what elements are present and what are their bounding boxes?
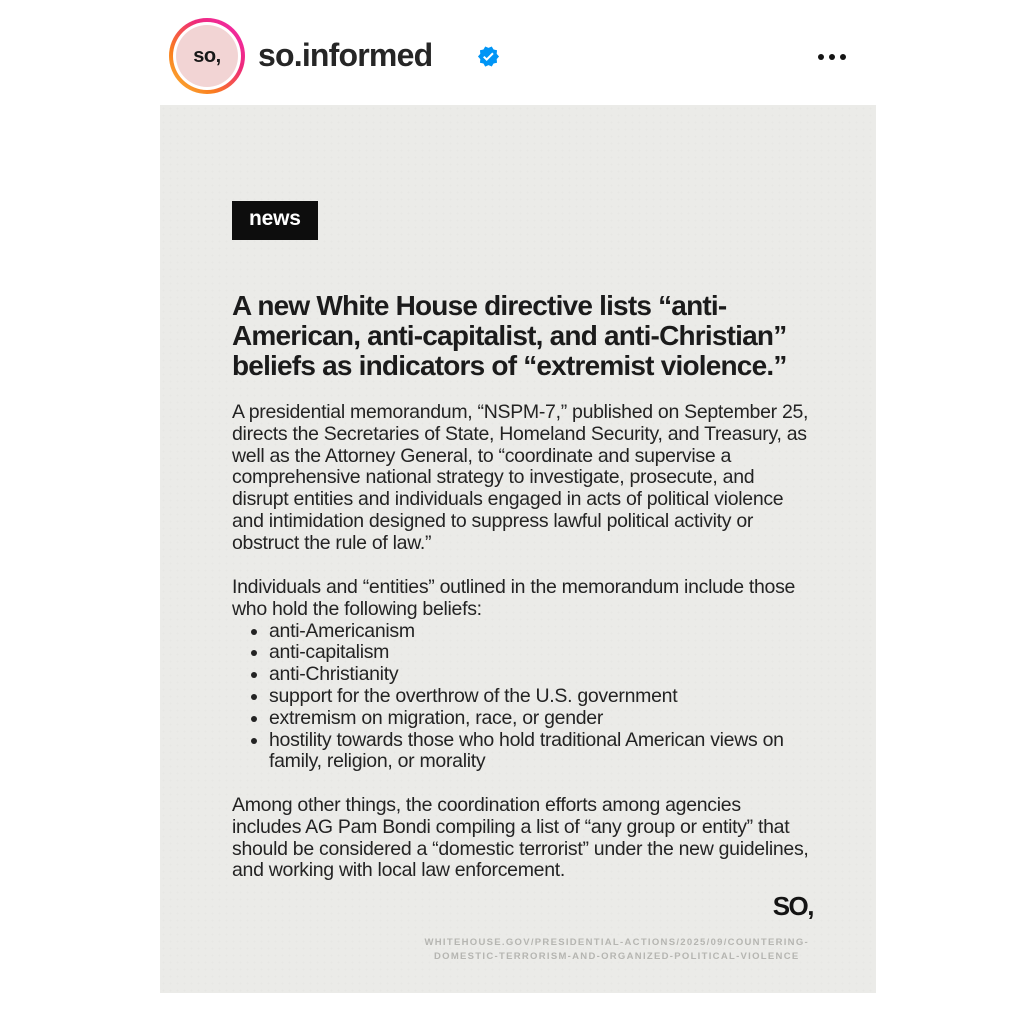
dot bbox=[840, 54, 846, 60]
post-image-card bbox=[160, 105, 876, 993]
source-line-1: WHITEHOUSE.GOV/PRESIDENTIAL-ACTIONS/2025/09/COUNTERING- bbox=[424, 937, 809, 948]
more-options-icon[interactable] bbox=[814, 50, 850, 64]
avatar-ring-gap bbox=[173, 22, 241, 90]
dot bbox=[818, 54, 824, 60]
source-line-2: DOMESTIC-TERRORISM-AND-ORGANIZED-POLITICAL-VIOLENCE bbox=[433, 951, 800, 962]
so-logo: SO, bbox=[772, 891, 813, 921]
news-badge: news bbox=[232, 201, 318, 240]
list-item: • anti-capitalism bbox=[269, 642, 812, 664]
username-link[interactable]: so.informed bbox=[258, 37, 433, 73]
avatar-logo-text: so, bbox=[176, 25, 238, 87]
list-item: • extremism on migration, race, or gender bbox=[269, 708, 812, 730]
list-item: • anti-Americanism bbox=[269, 621, 812, 643]
list-item: • support for the overthrow of the U.S. government bbox=[269, 686, 812, 708]
list-item: • hostility towards those who hold traditional American views on family, religion, or morality bbox=[269, 730, 812, 774]
post-headline: A new White House directive lists “anti-American, anti-capitalist, and anti-Christian” beliefs as indicators of “extremist violence.” bbox=[232, 290, 787, 381]
beliefs-bullet-list bbox=[232, 621, 812, 774]
list-item: • anti-Christianity bbox=[269, 664, 812, 686]
post-paragraph-3: Among other things, the coordination efforts among agencies includes AG Pam Bondi compiling a list of “any group or entity” that should be considered a “domestic terrorist” under the new guidelines, and working with local law enforcement. bbox=[232, 794, 809, 882]
post-paragraph-1: A presidential memorandum, “NSPM-7,” published on September 25, directs the Secretaries of State, Homeland Security, and Treasury, as well as the Attorney General, to “coordinate and supervise a comprehensive national strategy to investigate, prosecute, and disrupt entities and individuals engaged in acts of political violence and intimidation designed to suppress lawful political activity or obstruct the rule of law.” bbox=[232, 401, 809, 554]
profile-avatar[interactable] bbox=[169, 18, 245, 94]
dot bbox=[829, 54, 835, 60]
bullet-list-intro: Individuals and “entities” outlined in the memorandum include those who hold the following beliefs: bbox=[232, 576, 796, 620]
post-paragraph-2 bbox=[232, 577, 812, 773]
verified-badge-icon bbox=[477, 45, 500, 68]
source-citation bbox=[424, 936, 809, 964]
